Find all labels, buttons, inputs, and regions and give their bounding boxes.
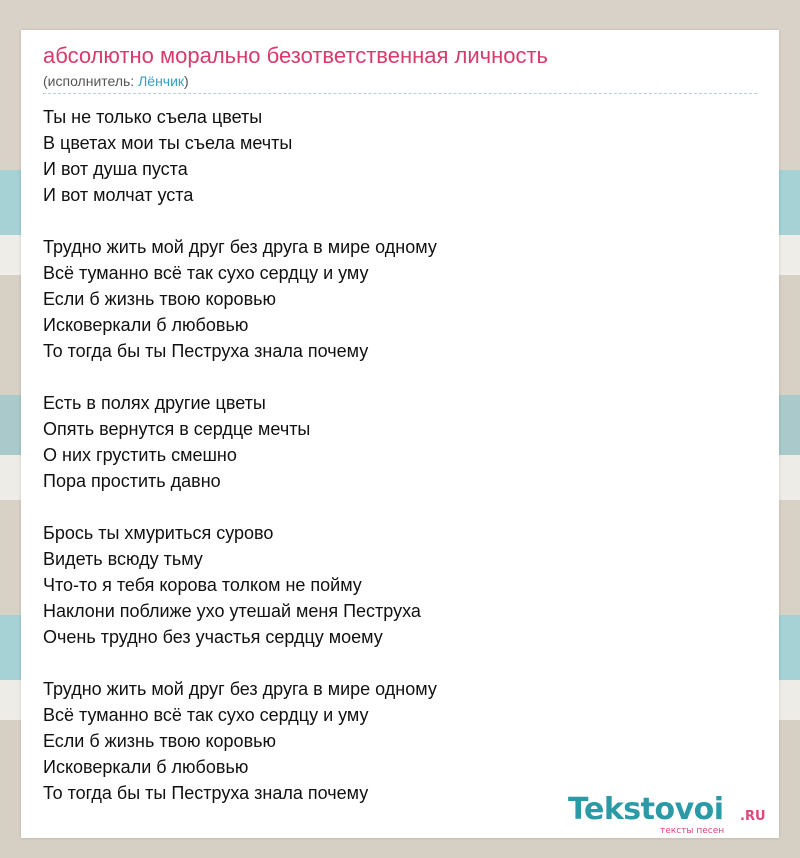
- lyric-line: Что-то я тебя корова толком не пойму: [43, 575, 362, 595]
- lyric-line: В цветах мои ты съела мечты: [43, 133, 293, 153]
- lyric-line: Брось ты хмуриться сурово: [43, 523, 274, 543]
- artist-link[interactable]: Лёнчик: [138, 73, 185, 89]
- lyric-line: То тогда бы ты Пеструха знала почему: [43, 341, 369, 361]
- lyric-line: То тогда бы ты Пеструха знала почему: [43, 783, 369, 803]
- stanza: [43, 520, 743, 650]
- lyric-line: Видеть всюду тьму: [43, 549, 203, 569]
- logo-name: Tekstovoi: [568, 792, 724, 827]
- artist-line: [43, 73, 189, 89]
- lyric-line: Если б жизнь твою коровью: [43, 289, 277, 309]
- stanza: [43, 234, 743, 364]
- lyric-line: Исковеркали б любовью: [43, 315, 249, 335]
- lyric-line: Пора простить давно: [43, 471, 221, 491]
- site-logo[interactable]: [568, 792, 778, 838]
- lyric-line: И вот молчат уста: [43, 185, 194, 205]
- lyric-line: И вот душа пуста: [43, 159, 188, 179]
- lyric-line: Трудно жить мой друг без друга в мире одному: [43, 237, 437, 257]
- lyric-line: О них грустить смешно: [43, 445, 237, 465]
- title-divider: [43, 93, 757, 94]
- artist-suffix: ): [184, 73, 189, 89]
- stanza: [43, 390, 743, 494]
- artist-prefix: (исполнитель:: [43, 73, 139, 89]
- lyric-line: Очень трудно без участья сердцу моему: [43, 627, 383, 647]
- lyric-line: Опять вернутся в сердце мечты: [43, 419, 311, 439]
- song-title: абсолютно морально безответственная личность: [43, 43, 549, 68]
- logo-tld: .RU: [740, 809, 766, 824]
- lyric-line: Исковеркали б любовью: [43, 757, 249, 777]
- logo-tagline: тексты песен: [660, 826, 725, 836]
- stanza: [43, 104, 743, 208]
- lyric-line: Трудно жить мой друг без друга в мире одному: [43, 679, 437, 699]
- stanza: [43, 676, 743, 806]
- lyric-line: Если б жизнь твою коровью: [43, 731, 277, 751]
- lyric-line: Всё туманно всё так сухо сердцу и уму: [43, 263, 369, 283]
- lyric-line: Ты не только съела цветы: [43, 107, 263, 127]
- lyrics-body: [43, 104, 743, 806]
- lyric-line: Всё туманно всё так сухо сердцу и уму: [43, 705, 369, 725]
- lyric-line: Наклони поближе ухо утешай меня Пеструха: [43, 601, 421, 621]
- lyric-line: Есть в полях другие цветы: [43, 393, 266, 413]
